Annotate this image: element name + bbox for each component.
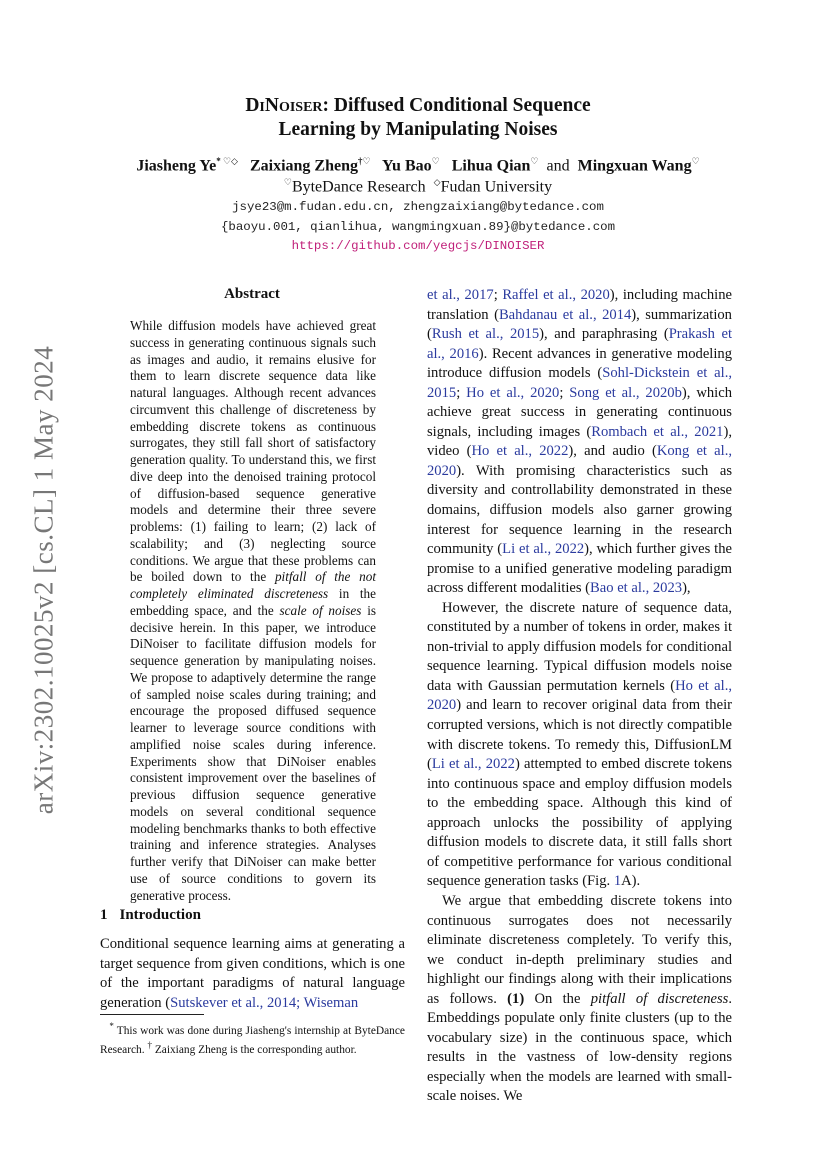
body-text: A). <box>621 873 641 890</box>
citation-link[interactable]: et al., 2017 <box>427 287 494 303</box>
author-name: Yu Bao <box>381 157 432 175</box>
footnote-text: Zaixiang Zheng is the corresponding author. <box>154 1044 357 1057</box>
title-line2: Learning by Manipulating Noises <box>278 119 558 140</box>
abstract-part: While diffusion models have achieved great success in generating continuous signals such as images and audio, it remains elusive for them to learn discrete sequence data like natural languages. Although recent advances circumvent this challenge of discreteness by embedding discrete tokens as continuous surrogates, they still fall short of satisfactory generation quality. To understand this, we first dive deep into the denoised training protocol of diffusion-based sequence generative models and determine their three severe problems: (1) failing to learn; (2) lack of scalability; and (3) neglecting source conditions. We argue that these problems can be boiled down to the <box>130 318 376 585</box>
body-text: pitfall of discreteness <box>590 990 729 1007</box>
section-title: Introduction <box>119 907 201 923</box>
body-text: ), video ( <box>427 423 732 460</box>
author-affil-mark: †♡ <box>357 156 371 166</box>
abstract-heading: Abstract <box>224 286 280 302</box>
citation-link[interactable]: Kong et al., 2020 <box>427 443 732 479</box>
footnote-symbol: † <box>147 1040 152 1051</box>
body-text: ; <box>493 287 503 303</box>
body-text: However, the discrete nature of sequence data, constituted by a number of tokens in order, makes it non-trivial to apply diffusion models for conditional sequence learning. Typical diffusion models noise data with Gaussian permutation kernels ( <box>427 599 732 694</box>
author-name: Lihua Qian <box>451 157 531 175</box>
title-system-name: DiNoiser <box>245 95 323 116</box>
footnote <box>100 1019 405 1058</box>
body-text: ; <box>456 384 467 401</box>
footnote-text: This work was done during Jiasheng's internship at ByteDance Research. <box>100 1024 405 1057</box>
citation-link[interactable]: Ho et al., 2020 <box>427 677 732 714</box>
section-number: 1 <box>100 907 108 923</box>
citation-link[interactable]: Bahdanau et al., 2014 <box>498 306 632 323</box>
affiliation-fudan: Fudan University <box>440 178 553 196</box>
citation-link[interactable]: 1 <box>613 873 622 890</box>
author-name: Mingxuan Wang <box>577 157 692 175</box>
body-text: ), which achieve great success in generating continuous signals, including images ( <box>427 384 732 440</box>
email-line: {baoyu.001, qianlihua, wangmingxuan.89}@bytedance.com <box>220 220 616 234</box>
citation-link[interactable]: Prakash et al., 2016 <box>427 326 732 362</box>
citation-link[interactable]: Bao et al., 2023 <box>590 580 683 597</box>
body-text: ; <box>559 384 570 401</box>
body-text: ), <box>682 580 691 597</box>
citation-link[interactable]: Sutskever et al., 2014; Wiseman <box>170 994 359 1011</box>
citation-link[interactable]: Sohl-Dickstein et al., 2015 <box>427 365 732 401</box>
affiliation-bytedance: ByteDance Research <box>291 178 426 196</box>
author-affil-mark: * ♡◇ <box>216 156 238 166</box>
body-text: We argue that embedding discrete tokens into continuous surrogates does not necessarily eliminate discreteness completely. To verify this, we conduct in-depth preliminary studies and highlight our findings along with their implications as follows. <box>427 892 732 1007</box>
email-line: jsye23@m.fudan.edu.cn, zhengzaixiang@bytedance.com <box>232 200 604 214</box>
affil-symbol: ♡ <box>283 177 292 187</box>
author-affil-mark: ♡ <box>431 156 440 166</box>
affil-symbol: ◇ <box>433 177 441 187</box>
author-affil-mark: ♡ <box>691 156 700 166</box>
body-paragraph <box>427 599 732 892</box>
abstract-text <box>130 318 376 904</box>
citation-link[interactable]: Li et al., 2022 <box>502 541 585 558</box>
section-heading-introduction <box>100 907 201 924</box>
body-paragraph <box>427 286 732 599</box>
intro-paragraph <box>100 935 405 1013</box>
citation-link[interactable]: Song et al., 2020b <box>569 384 682 401</box>
citation-link[interactable]: Rombach et al., 2021 <box>591 423 724 440</box>
affiliations <box>100 177 736 196</box>
author-affil-mark: ♡ <box>530 156 539 166</box>
abstract-emphasis: scale of noises <box>279 602 362 618</box>
body-text: On the <box>524 990 591 1007</box>
citation-link[interactable]: Ho et al., 2020 <box>466 384 560 401</box>
body-paragraph <box>427 892 732 1107</box>
author-conjunction: and <box>546 157 570 175</box>
footnote-symbol: * <box>109 1021 114 1031</box>
body-text: ), and paraphrasing ( <box>539 326 669 343</box>
body-text: ), including machine translation ( <box>427 287 732 323</box>
citation-link[interactable]: Li et al., 2022 <box>431 756 515 773</box>
footnote-divider <box>100 1014 204 1015</box>
abstract-part: in the embedding space, and the <box>130 586 376 618</box>
intro-text: Conditional sequence learning aims at generating a target sequence from given conditions, which is one of the important paradigms of natural language generation ( <box>100 936 405 1011</box>
body-text: . Embeddings populate only finite clusters (up to the vocabulary size) in the continuous space, which results in the vastness of low-density regions especially when the models are learned with small-scale noises. We <box>427 990 732 1105</box>
body-text: ). With promising characteristics such as diversity and controllability demonstrated in these domains, diffusion models also garner growing interest for sequence learning in the research community ( <box>427 462 732 558</box>
title-line1-rest: : Diffused Conditional Sequence <box>322 95 591 116</box>
body-text: ) and learn to recover original data from their corrupted versions, which is not directly compatible with discrete tokens. To remedy this, DiffusionLM ( <box>427 697 732 773</box>
body-text: ). Recent advances in generative modeling introduce diffusion models ( <box>427 345 733 382</box>
body-text: (1) <box>507 990 525 1007</box>
author-list <box>100 156 736 175</box>
author-name: Jiasheng Ye <box>136 157 217 175</box>
body-text: ), summarization ( <box>427 306 732 343</box>
citation-link[interactable]: Raffel et al., 2020 <box>502 287 610 303</box>
author-name: Zaixiang Zheng <box>249 157 358 175</box>
body-text: ) attempted to embed discrete tokens into continuous space and employ diffusion models to the embedding space. Although this kind of approach unlocks the possibility of applying diffusion models to discrete data, it still falls short of competitive performance for various conditional sequence generation tasks (Fig. <box>427 756 733 890</box>
right-column <box>427 286 732 1107</box>
abstract-part: is decisive herein. In this paper, we introduce DiNoiser to facilitate diffusion models for sequence generation by manipulating noises. We propose to adaptively determine the range of sampled noise scales during training; and encourage the proposed diffused sequence learner to leverage source conditions with amplified noise scales during inference. Experiments show that DiNoiser enables consistent improvement over the baselines of previous diffusion sequence generative models on several conditional sequence modeling benchmarks thanks to both effective training and inference strategies. Analyses further verify that DiNoiser can make better use of source conditions to govern its generative process. <box>130 602 376 903</box>
github-link[interactable]: https://github.com/yegcjs/DINOISER <box>291 239 545 253</box>
citation-link[interactable]: Ho et al., 2022 <box>471 443 569 460</box>
citation-link[interactable]: Rush et al., 2015 <box>431 326 540 343</box>
paper-title <box>100 94 736 142</box>
arxiv-sidebar-stamp: arXiv:2302.10025v2 [cs.CL] 1 May 2024 <box>28 345 59 815</box>
abstract-emphasis: pitfall of the not completely eliminated discreteness <box>130 569 376 601</box>
body-text: ), which further gives the promise to a unified generative modeling paradigm across different modalities ( <box>427 541 732 597</box>
body-text: ), and audio ( <box>568 443 657 460</box>
